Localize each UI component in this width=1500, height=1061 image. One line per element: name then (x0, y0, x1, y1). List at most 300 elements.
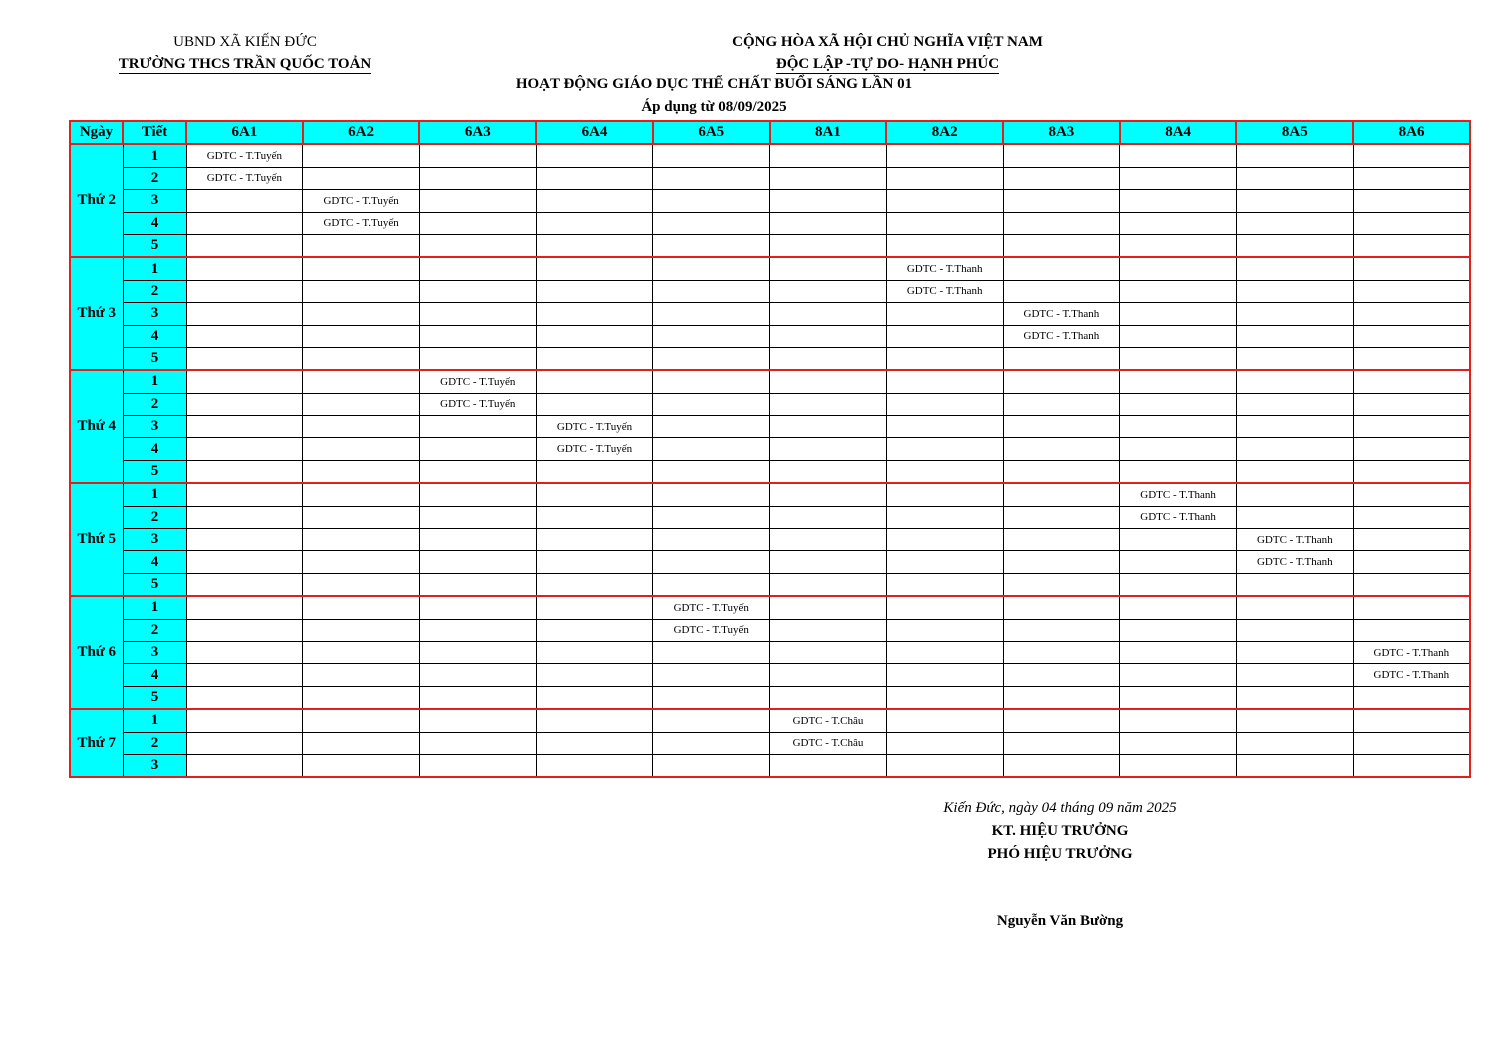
schedule-cell: GDTC - T.Thanh (1236, 551, 1353, 573)
period-number: 5 (123, 460, 186, 483)
schedule-cell (419, 303, 536, 325)
schedule-cell (1353, 416, 1470, 438)
schedule-cell (1120, 460, 1237, 483)
schedule-cell (419, 416, 536, 438)
schedule-cell (1353, 347, 1470, 370)
schedule-cell (536, 686, 653, 709)
schedule-cell (1236, 234, 1353, 257)
schedule-cell (303, 641, 420, 663)
table-row (70, 573, 1470, 596)
schedule-cell (1236, 416, 1353, 438)
schedule-cell (303, 416, 420, 438)
schedule-cell (536, 641, 653, 663)
schedule-cell (1236, 212, 1353, 234)
schedule-cell (770, 551, 887, 573)
schedule-cell (536, 709, 653, 732)
period-number: 2 (123, 167, 186, 189)
period-number: 1 (123, 596, 186, 619)
table-row (70, 393, 1470, 415)
schedule-cell (1003, 144, 1120, 167)
period-number: 3 (123, 641, 186, 663)
schedule-cell (419, 483, 536, 506)
schedule-cell (1353, 438, 1470, 460)
schedule-cell (1003, 370, 1120, 393)
schedule-cell (419, 664, 536, 686)
schedule-cell (770, 460, 887, 483)
schedule-cell (1120, 709, 1237, 732)
schedule-cell (770, 438, 887, 460)
col-header-period: Tiết (123, 121, 186, 144)
schedule-cell (536, 754, 653, 777)
schedule-cell (186, 483, 303, 506)
schedule-cell (886, 483, 1003, 506)
schedule-cell (653, 167, 770, 189)
schedule-cell (536, 732, 653, 754)
schedule-cell (419, 257, 536, 280)
schedule-cell (1120, 393, 1237, 415)
schedule-cell: GDTC - T.Tuyến (536, 438, 653, 460)
schedule-cell: GDTC - T.Thanh (886, 280, 1003, 302)
table-row (70, 303, 1470, 325)
schedule-cell (1003, 596, 1120, 619)
schedule-cell (653, 641, 770, 663)
schedule-cell (770, 347, 887, 370)
schedule-cell (770, 641, 887, 663)
schedule-cell (1353, 732, 1470, 754)
period-number: 3 (123, 754, 186, 777)
schedule-cell (1120, 619, 1237, 641)
schedule-cell (303, 596, 420, 619)
schedule-cell (303, 257, 420, 280)
schedule-cell (1120, 416, 1237, 438)
national-motto (690, 53, 1085, 75)
schedule-cell (419, 686, 536, 709)
schedule-cell (303, 506, 420, 528)
schedule-cell: GDTC - T.Tuyến (186, 167, 303, 189)
schedule-cell (653, 732, 770, 754)
schedule-cell (1120, 686, 1237, 709)
day-label: Thứ 4 (70, 370, 123, 483)
signature-place-date: Kiến Đức, ngày 04 tháng 09 năm 2025 (943, 800, 1177, 816)
district-name: UBND XÃ KIẾN ĐỨC (173, 34, 317, 50)
schedule-cell (1120, 438, 1237, 460)
schedule-cell (536, 506, 653, 528)
schedule-cell (303, 144, 420, 167)
schedule-cell (653, 234, 770, 257)
schedule-cell (770, 529, 887, 551)
schedule-cell (653, 370, 770, 393)
schedule-cell (653, 506, 770, 528)
schedule-cell (303, 370, 420, 393)
table-row (70, 686, 1470, 709)
schedule-cell (303, 732, 420, 754)
schedule-cell (419, 506, 536, 528)
schedule-cell (419, 709, 536, 732)
schedule-cell (886, 619, 1003, 641)
signature-title-1: KT. HIỆU TRƯỞNG (991, 823, 1129, 839)
schedule-cell (1236, 280, 1353, 302)
schedule-cell (419, 732, 536, 754)
schedule-cell (886, 416, 1003, 438)
schedule-cell (1120, 144, 1237, 167)
col-header-class: 6A2 (303, 121, 420, 144)
table-row (70, 212, 1470, 234)
schedule-cell (1003, 732, 1120, 754)
schedule-cell (1120, 212, 1237, 234)
schedule-cell: GDTC - T.Thanh (886, 257, 1003, 280)
schedule-cell: GDTC - T.Thanh (1003, 325, 1120, 347)
schedule-cell (536, 347, 653, 370)
schedule-cell (536, 551, 653, 573)
schedule-cell (1120, 664, 1237, 686)
period-number: 5 (123, 234, 186, 257)
schedule-cell (1236, 619, 1353, 641)
schedule-cell (1120, 347, 1237, 370)
table-row (70, 438, 1470, 460)
schedule-cell (419, 438, 536, 460)
schedule-cell (186, 506, 303, 528)
schedule-cell: GDTC - T.Thanh (1353, 664, 1470, 686)
schedule-cell: GDTC - T.Châu (770, 709, 887, 732)
schedule-cell (186, 664, 303, 686)
schedule-cell (1353, 551, 1470, 573)
schedule-cell (1003, 190, 1120, 212)
schedule-cell (886, 325, 1003, 347)
table-row (70, 529, 1470, 551)
schedule-cell (536, 573, 653, 596)
schedule-cell: GDTC - T.Tuyến (419, 393, 536, 415)
schedule-cell: GDTC - T.Tuyến (536, 416, 653, 438)
schedule-cell (1120, 573, 1237, 596)
period-number: 4 (123, 212, 186, 234)
period-number: 1 (123, 257, 186, 280)
col-header-day: Ngày (70, 121, 123, 144)
schedule-cell (186, 596, 303, 619)
schedule-cell (536, 664, 653, 686)
col-header-class: 6A1 (186, 121, 303, 144)
table-row (70, 234, 1470, 257)
schedule-cell (1003, 573, 1120, 596)
schedule-cell (419, 347, 536, 370)
schedule-cell: GDTC - T.Thanh (1120, 506, 1237, 528)
schedule-cell (186, 460, 303, 483)
schedule-cell (186, 686, 303, 709)
schedule-cell (1353, 280, 1470, 302)
schedule-cell (1236, 257, 1353, 280)
period-number: 5 (123, 686, 186, 709)
schedule-cell (186, 619, 303, 641)
schedule-cell: GDTC - T.Tuyến (419, 370, 536, 393)
schedule-cell (1003, 257, 1120, 280)
period-number: 2 (123, 393, 186, 415)
schedule-cell (770, 325, 887, 347)
schedule-cell (1236, 438, 1353, 460)
schedule-cell (653, 686, 770, 709)
schedule-cell (770, 483, 887, 506)
schedule-cell (1003, 686, 1120, 709)
schedule-cell (770, 280, 887, 302)
schedule-cell (770, 619, 887, 641)
period-number: 3 (123, 416, 186, 438)
schedule-cell (1120, 190, 1237, 212)
schedule-cell (1003, 460, 1120, 483)
schedule-cell (186, 551, 303, 573)
schedule-cell (1236, 167, 1353, 189)
schedule-cell (1236, 460, 1353, 483)
schedule-cell (886, 234, 1003, 257)
schedule-cell (770, 686, 887, 709)
schedule-cell (886, 641, 1003, 663)
col-header-class: 8A3 (1003, 121, 1120, 144)
schedule-cell (186, 438, 303, 460)
school-name-text: TRƯỜNG THCS TRẦN QUỐC TOẢN (118, 56, 372, 72)
schedule-cell (653, 190, 770, 212)
day-label: Thứ 5 (70, 483, 123, 596)
schedule-cell: GDTC - T.Thanh (1003, 303, 1120, 325)
schedule-cell (653, 438, 770, 460)
schedule-body (70, 144, 1470, 777)
schedule-cell (770, 257, 887, 280)
schedule-cell (186, 347, 303, 370)
table-row (70, 190, 1470, 212)
schedule-cell (1120, 754, 1237, 777)
schedule-cell: GDTC - T.Tuyến (653, 619, 770, 641)
table-row (70, 460, 1470, 483)
schedule-cell (653, 347, 770, 370)
schedule-cell (770, 190, 887, 212)
schedule-cell (886, 686, 1003, 709)
table-row (70, 619, 1470, 641)
period-number: 5 (123, 347, 186, 370)
period-number: 4 (123, 325, 186, 347)
schedule-cell (419, 551, 536, 573)
schedule-cell (653, 393, 770, 415)
schedule-cell (886, 347, 1003, 370)
col-header-class: 8A5 (1236, 121, 1353, 144)
schedule-cell (1236, 686, 1353, 709)
schedule-cell (303, 393, 420, 415)
schedule-cell (303, 551, 420, 573)
table-row (70, 347, 1470, 370)
schedule-cell (1120, 596, 1237, 619)
schedule-cell (653, 483, 770, 506)
header-left (100, 31, 390, 75)
schedule-cell (1236, 347, 1353, 370)
period-number: 5 (123, 573, 186, 596)
schedule-cell (303, 573, 420, 596)
col-header-class: 8A1 (770, 121, 887, 144)
schedule-cell (303, 529, 420, 551)
schedule-cell (1003, 709, 1120, 732)
table-row (70, 754, 1470, 777)
schedule-cell (303, 619, 420, 641)
schedule-cell (186, 190, 303, 212)
schedule-cell (536, 234, 653, 257)
schedule-cell (770, 573, 887, 596)
schedule-cell (1353, 234, 1470, 257)
table-row (70, 280, 1470, 302)
schedule-cell (886, 370, 1003, 393)
schedule-cell (1353, 325, 1470, 347)
period-number: 2 (123, 732, 186, 754)
schedule-cell (419, 619, 536, 641)
schedule-cell (1236, 641, 1353, 663)
schedule-cell (536, 280, 653, 302)
schedule-cell (1236, 303, 1353, 325)
schedule-cell (770, 167, 887, 189)
schedule-cell (1003, 167, 1120, 189)
schedule-cell (303, 460, 420, 483)
schedule-cell (303, 325, 420, 347)
schedule-cell (1236, 596, 1353, 619)
schedule-cell (186, 303, 303, 325)
schedule-cell (536, 212, 653, 234)
schedule-cell (1003, 438, 1120, 460)
period-number: 2 (123, 506, 186, 528)
schedule-cell (1236, 144, 1353, 167)
schedule-cell (886, 212, 1003, 234)
schedule-cell: GDTC - T.Tuyến (653, 596, 770, 619)
schedule-cell (186, 370, 303, 393)
day-label: Thứ 7 (70, 709, 123, 777)
schedule-cell (419, 529, 536, 551)
schedule-cell (1120, 234, 1237, 257)
schedule-cell (653, 325, 770, 347)
day-label: Thứ 6 (70, 596, 123, 709)
table-row (70, 370, 1470, 393)
schedule-cell (653, 416, 770, 438)
schedule-cell (1003, 529, 1120, 551)
schedule-cell (886, 393, 1003, 415)
schedule-cell (1236, 573, 1353, 596)
schedule-cell (303, 709, 420, 732)
schedule-cell (186, 732, 303, 754)
schedule-cell (303, 167, 420, 189)
schedule-cell (653, 460, 770, 483)
schedule-cell (886, 664, 1003, 686)
period-number: 2 (123, 619, 186, 641)
schedule-cell (419, 325, 536, 347)
schedule-cell (419, 641, 536, 663)
schedule-cell (1120, 303, 1237, 325)
schedule-cell (536, 460, 653, 483)
schedule-cell (1003, 393, 1120, 415)
schedule-cell (1236, 325, 1353, 347)
schedule-cell (1236, 483, 1353, 506)
schedule-cell (536, 370, 653, 393)
schedule-cell (536, 190, 653, 212)
schedule-cell (303, 754, 420, 777)
schedule-cell (1120, 732, 1237, 754)
schedule-cell (770, 212, 887, 234)
school-name (100, 53, 390, 75)
schedule-cell (536, 529, 653, 551)
schedule-cell (653, 551, 770, 573)
period-number: 1 (123, 370, 186, 393)
schedule-cell (770, 754, 887, 777)
schedule-table (69, 120, 1471, 778)
period-number: 4 (123, 438, 186, 460)
schedule-cell (653, 303, 770, 325)
schedule-cell (186, 573, 303, 596)
col-header-class: 6A3 (419, 121, 536, 144)
schedule-cell (186, 754, 303, 777)
schedule-cell (770, 393, 887, 415)
schedule-cell (886, 167, 1003, 189)
schedule-cell (419, 754, 536, 777)
schedule-cell (1353, 506, 1470, 528)
table-row (70, 732, 1470, 754)
schedule-cell (186, 416, 303, 438)
schedule-cell (886, 551, 1003, 573)
schedule-cell (770, 144, 887, 167)
period-number: 1 (123, 483, 186, 506)
schedule-cell (1236, 393, 1353, 415)
schedule-cell (1003, 506, 1120, 528)
schedule-cell (1003, 234, 1120, 257)
schedule-cell: GDTC - T.Thanh (1236, 529, 1353, 551)
col-header-class: 8A2 (886, 121, 1003, 144)
schedule-cell (653, 709, 770, 732)
schedule-cell (653, 257, 770, 280)
schedule-cell: GDTC - T.Thanh (1120, 483, 1237, 506)
schedule-cell (419, 190, 536, 212)
schedule-cell (419, 573, 536, 596)
table-row (70, 325, 1470, 347)
period-number: 4 (123, 551, 186, 573)
schedule-cell (1353, 596, 1470, 619)
schedule-cell (1236, 506, 1353, 528)
schedule-cell (1353, 529, 1470, 551)
schedule-cell (1120, 370, 1237, 393)
schedule-cell (1353, 483, 1470, 506)
period-number: 1 (123, 709, 186, 732)
col-header-class: 6A5 (653, 121, 770, 144)
period-number: 4 (123, 664, 186, 686)
schedule-cell (419, 280, 536, 302)
schedule-cell (536, 144, 653, 167)
country-name: CỘNG HÒA XÃ HỘI CHỦ NGHĨA VIỆT NAM (732, 34, 1043, 50)
schedule-cell (536, 167, 653, 189)
schedule-cell (1353, 212, 1470, 234)
schedule-cell (886, 573, 1003, 596)
period-number: 1 (123, 144, 186, 167)
schedule-cell (770, 370, 887, 393)
schedule-cell (1353, 257, 1470, 280)
signer-name: Nguyễn Văn Bường (996, 913, 1124, 929)
schedule-cell (1236, 370, 1353, 393)
schedule-cell (653, 754, 770, 777)
schedule-cell: GDTC - T.Châu (770, 732, 887, 754)
schedule-cell (1003, 212, 1120, 234)
schedule-cell (1120, 280, 1237, 302)
col-header-class: 6A4 (536, 121, 653, 144)
schedule-cell (1003, 280, 1120, 302)
schedule-cell (1236, 664, 1353, 686)
schedule-cell (653, 573, 770, 596)
schedule-cell (1353, 393, 1470, 415)
schedule-cell (653, 664, 770, 686)
schedule-cell (419, 234, 536, 257)
schedule-cell (1353, 303, 1470, 325)
period-number: 3 (123, 190, 186, 212)
schedule-cell (419, 167, 536, 189)
schedule-cell (886, 506, 1003, 528)
schedule-cell (1353, 370, 1470, 393)
schedule-cell (653, 529, 770, 551)
effective-date: Áp dụng từ 08/09/2025 (641, 99, 787, 115)
schedule-cell (1120, 551, 1237, 573)
